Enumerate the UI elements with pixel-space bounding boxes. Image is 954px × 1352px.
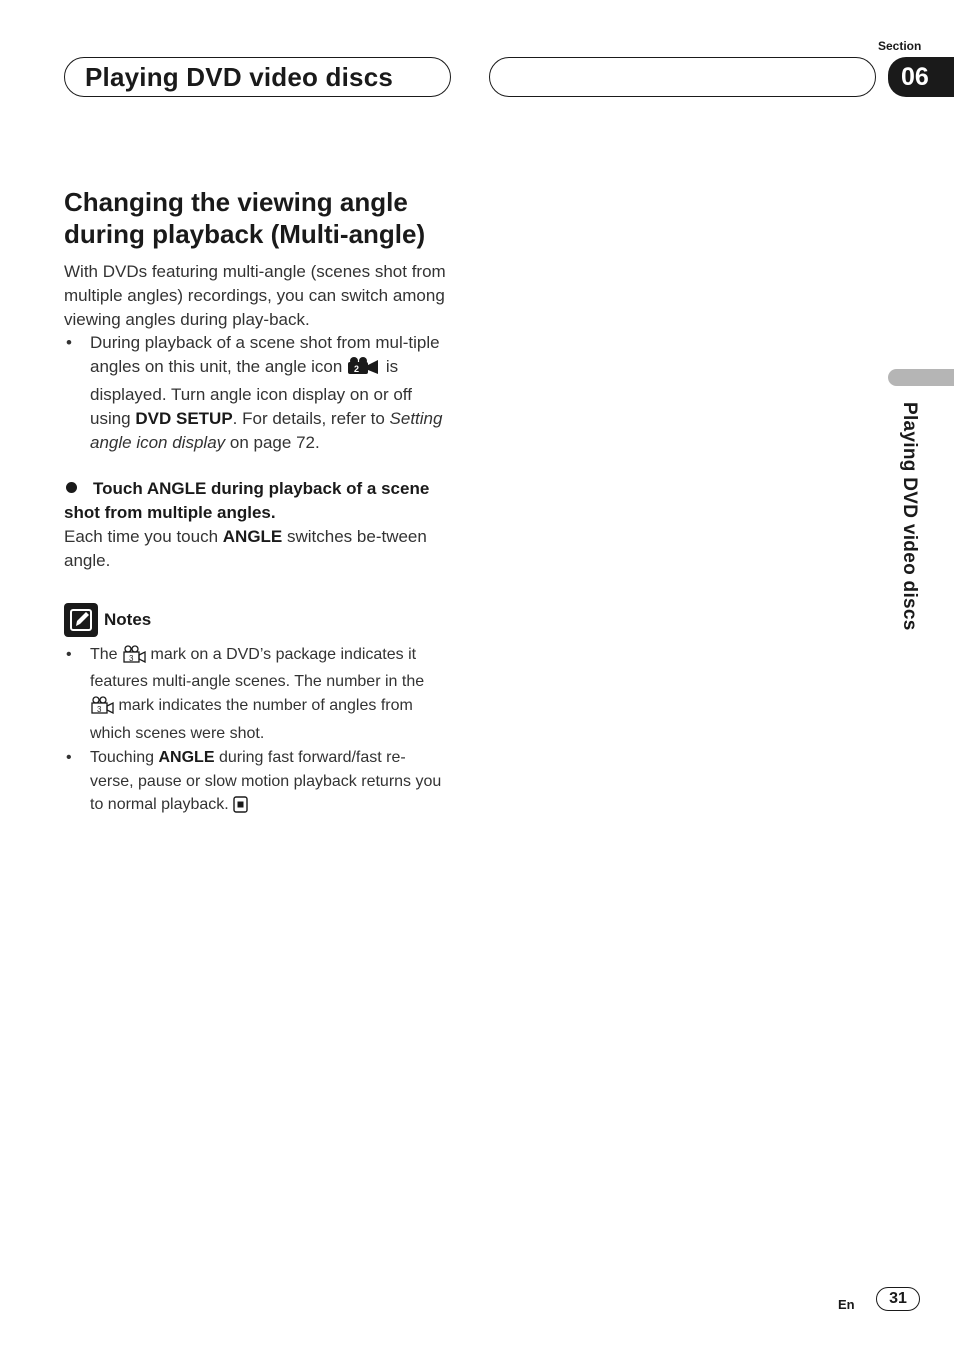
svg-text:3: 3 [97,705,102,715]
list-item: • Touching ANGLE during fast forward/fast re-verse, pause or slow motion playback returns you to normal playback. [64,746,448,821]
intro-paragraph: With DVDs featuring multi-angle (scenes shot from multiple angles) recordings, you can switch among viewing angles during play-back. [64,262,446,329]
side-tab-text: Playing DVD video discs [899,402,920,631]
svg-text:2: 2 [354,364,360,375]
list-item: • The 3 mark on a DVD’s package indicates it features multi-angle scenes. The number in the 3 mark indicates the number of angles from which scenes were shot. [64,643,448,746]
side-tab-marker [888,369,954,386]
multi-angle-mark-icon [90,696,114,722]
page-heading [64,186,448,250]
step-block [64,477,448,572]
svg-text:3: 3 [129,653,134,663]
notes-block [64,603,448,822]
header-blank-pill [489,57,876,97]
step-text: Each time you touch ANGLE switches be-tween angle. [64,526,427,570]
heading-line-1: Changing the viewing angle [64,187,408,217]
header-title-pill [64,57,451,97]
notes-label: Notes [104,609,152,629]
heading-line-2: during playback (Multi-angle) [64,219,426,249]
step-bullet-icon [66,482,77,493]
main-content [64,186,448,821]
section-label: Section [878,39,922,53]
multi-angle-mark-icon [122,645,146,671]
notes-header [64,603,448,637]
section-number: 06 [888,57,954,97]
notes-list [64,643,448,822]
language-label: En [838,1297,855,1312]
end-of-section-icon [233,796,248,821]
step-heading: Touch ANGLE during playback of a scene shot from multiple angles. [64,479,430,523]
bullet-list [64,331,448,454]
pencil-icon [64,603,98,637]
header-title: Playing DVD video discs [85,62,394,92]
list-item: • During playback of a scene shot from mul-tiple angles on this unit, the angle icon 2 is displayed. Turn angle icon display on or off using DVD SETUP. For details, refer to Setting angle icon display on page 72. [64,331,448,454]
page-number: 31 [876,1287,920,1311]
angle-icon [347,356,381,383]
